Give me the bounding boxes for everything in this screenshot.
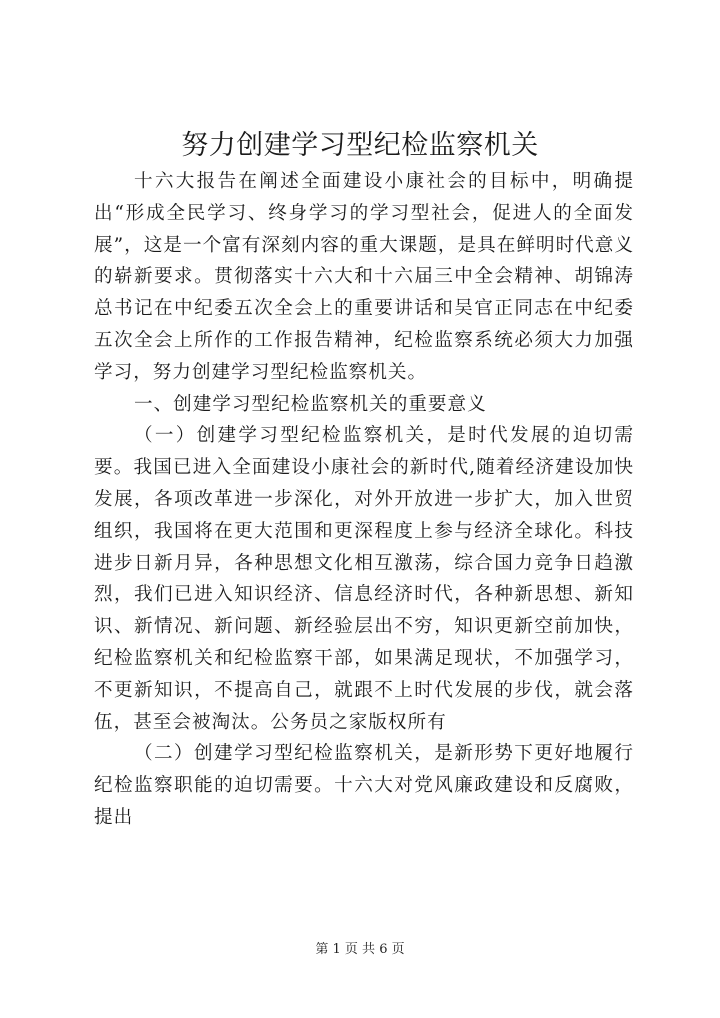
- paragraph-intro: 十六大报告在阐述全面建设小康社会的目标中，明确提出“形成全民学习、终身学习的学习型社会，促进人的全面发展”，这是一个富有深刻内容的重大课题，是具在鲜明时代意义的崭新要求。贯彻落实十六大和十六届三中全会精神、胡锦涛总书记在中纪委五次全会上的重要讲话和吴官正同志在中纪委五次全会上所作的工作报告精神，纪检监察系统必须大力加强学习，努力创建学习型纪检监察机关。: [94, 171, 634, 383]
- paragraph-point-2: （二）创建学习型纪检监察机关，是新形势下更好地履行纪检监察职能的迫切需要。十六大对党风廉政建设和反腐败，提出: [94, 743, 634, 828]
- page-footer: 第 1 页 共 6 页: [315, 942, 405, 957]
- document-body: [94, 166, 634, 834]
- document-title: 努力创建学习型纪检监察机关: [181, 130, 539, 161]
- section-heading-1: 一、创建学习型纪检监察机关的重要意义: [133, 393, 487, 415]
- paragraph-point-1: （一）创建学习型纪检监察机关，是时代发展的迫切需要。我国已进入全面建设小康社会的新时代,随着经济建设加快发展，各项改革进一步深化，对外开放进一步扩大，加入世贸组织，我国将在更大范围和更深程度上参与经济全球化。科技进步日新月异，各种思想文化相互激荡，综合国力竞争日趋激烈，我们已进入知识经济、信息经济时代，各种新思想、新知识、新情况、新问题、新经验层出不穷，知识更新空前加快，纪检监察机关和纪检监察干部，如果满足现状，不加强学习，不更新知识，不提高自己，就跟不上时代发展的步伐，就会落伍，甚至会被淘汰。公务员之家版权所有: [94, 425, 634, 733]
